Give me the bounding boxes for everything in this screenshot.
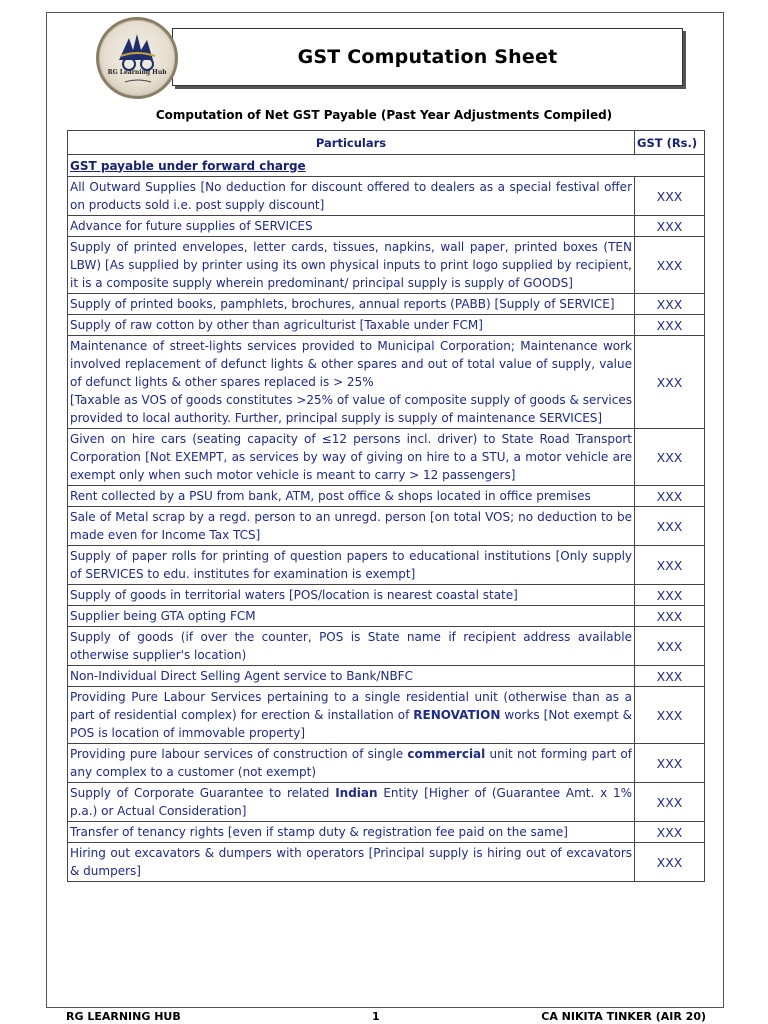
row-particulars: Supply of printed envelopes, letter cards, tissues, napkins, wall paper, printed boxes (TEN LBW) [As supplied by printer using its own physical inputs to print logo supplied by recipient, it is a composite supply wherein predominant/ principal supply is supply of GOODS] (68, 237, 635, 294)
row-particulars-pre: Providing Pure Labour Services pertaining to a single residential unit (otherwise than as a part of residential complex) for erection & installation of (70, 690, 632, 722)
row-particulars: Supply of printed books, pamphlets, brochures, annual reports (PABB) [Supply of SERVICE] (68, 294, 635, 315)
row-particulars (68, 336, 635, 429)
row-particulars: Given on hire cars (seating capacity of ≤12 persons incl. driver) to State Road Transport Corporation [Not EXEMPT, as services by way of giving on hire to a STU, a motor vehicle are exempt only when such motor vehicle is meant to carry > 12 passengers] (68, 429, 635, 486)
row-gst-amount: XXX (635, 216, 705, 237)
row-particulars: Supply of paper rolls for printing of question papers to educational institutions [Only supply of SERVICES to edu. institutes for examination is exempt] (68, 546, 635, 585)
row-gst-amount: XXX (635, 429, 705, 486)
table-row (68, 546, 705, 585)
table-row (68, 429, 705, 486)
row-particulars: Supply of goods in territorial waters [POS/location is nearest coastal state] (68, 585, 635, 606)
page-number: 1 (372, 1010, 380, 1023)
row-particulars: Hiring out excavators & dumpers with operators [Principal supply is hiring out of excavators & dumpers] (68, 843, 635, 882)
row-particulars-emphasis: RENOVATION (413, 708, 501, 722)
row-gst-amount: XXX (635, 546, 705, 585)
row-particulars-pre: Supply of Corporate Guarantee to related (70, 786, 336, 800)
row-particulars: All Outward Supplies [No deduction for discount offered to dealers as a special festival offer on products sold i.e. post supply discount] (68, 177, 635, 216)
table-row (68, 585, 705, 606)
row-particulars-post: unit not forming part of any complex to a customer (not exempt) (70, 747, 632, 779)
row-gst-amount: XXX (635, 177, 705, 216)
row-gst-amount: XXX (635, 843, 705, 882)
row-gst-amount: XXX (635, 783, 705, 822)
row-gst-amount: XXX (635, 666, 705, 687)
row-gst-amount: XXX (635, 486, 705, 507)
gst-computation-table (67, 130, 705, 882)
row-particulars: Advance for future supplies of SERVICES (68, 216, 635, 237)
row-gst-amount: XXX (635, 507, 705, 546)
rg-learning-hub-logo (96, 17, 178, 99)
table-row (68, 687, 705, 744)
row-particulars-post: Entity [Higher of (Guarantee Amt. x 1% p.a.) or Actual Consideration] (70, 786, 632, 818)
table-row (68, 216, 705, 237)
table-row (68, 294, 705, 315)
row-particulars (68, 783, 635, 822)
row-particulars-pre: Providing pure labour services of construction of single (70, 747, 408, 761)
row-gst-amount: XXX (635, 237, 705, 294)
table-row (68, 627, 705, 666)
row-particulars (68, 744, 635, 783)
row-gst-amount: XXX (635, 606, 705, 627)
section-row (68, 155, 705, 177)
footer-right: CA NIKITA TINKER (AIR 20) (541, 1010, 706, 1023)
row-gst-amount: XXX (635, 315, 705, 336)
table-row (68, 336, 705, 429)
row-particulars: Supplier being GTA opting FCM (68, 606, 635, 627)
row-gst-amount: XXX (635, 744, 705, 783)
row-particulars: Transfer of tenancy rights [even if stamp duty & registration fee paid on the same] (68, 822, 635, 843)
footer-left: RG LEARNING HUB (66, 1010, 181, 1023)
row-gst-amount: XXX (635, 585, 705, 606)
table-row (68, 744, 705, 783)
table-row (68, 486, 705, 507)
row-gst-amount: XXX (635, 687, 705, 744)
title-box (172, 28, 683, 86)
row-particulars-emphasis: commercial (407, 747, 486, 761)
row-gst-amount: XXX (635, 294, 705, 315)
section-heading: GST payable under forward charge (68, 155, 705, 177)
row-particulars-part2: [Taxable as VOS of goods constitutes >25% of value of composite supply of goods & services provided to local authority. Further, principal supply is supply of maintenance SERVICES] (70, 393, 632, 425)
row-gst-amount: XXX (635, 822, 705, 843)
row-particulars: Rent collected by a PSU from bank, ATM, post office & shops located in office premises (68, 486, 635, 507)
table-row (68, 315, 705, 336)
table-row (68, 783, 705, 822)
row-gst-amount: XXX (635, 627, 705, 666)
row-particulars: Supply of raw cotton by other than agriculturist [Taxable under FCM] (68, 315, 635, 336)
table-row (68, 177, 705, 216)
row-particulars: Supply of goods (if over the counter, POS is State name if recipient address available otherwise supplier's location) (68, 627, 635, 666)
table-header-row (68, 131, 705, 155)
row-particulars: Non-Individual Direct Selling Agent service to Bank/NBFC (68, 666, 635, 687)
logo-text: RG Learning Hub (107, 69, 167, 76)
column-header-gst: GST (Rs.) (635, 131, 705, 155)
sheet-subtitle: Computation of Net GST Payable (Past Year Adjustments Compiled) (155, 108, 613, 122)
column-header-particulars: Particulars (68, 131, 635, 155)
table-row (68, 237, 705, 294)
table-row (68, 507, 705, 546)
table-row (68, 822, 705, 843)
row-particulars (68, 687, 635, 744)
page-title: GST Computation Sheet (297, 46, 558, 68)
table-row (68, 843, 705, 882)
row-particulars-part1: Maintenance of street-lights services provided to Municipal Corporation; Maintenance work involved replacement of defunct lights & other spares and out of total value of supply, value of defunct lights & other spares replaced is > 25% (70, 339, 632, 389)
row-particulars-post: works [Not exempt & POS is location of immovable property] (70, 708, 632, 740)
table-row (68, 666, 705, 687)
row-particulars-emphasis: Indian (335, 786, 378, 800)
row-gst-amount: XXX (635, 336, 705, 429)
row-particulars: Sale of Metal scrap by a regd. person to an unregd. person [on total VOS; no deduction to be made even for Income Tax TCS] (68, 507, 635, 546)
krishna-chariot-icon (99, 20, 175, 96)
table-row (68, 606, 705, 627)
